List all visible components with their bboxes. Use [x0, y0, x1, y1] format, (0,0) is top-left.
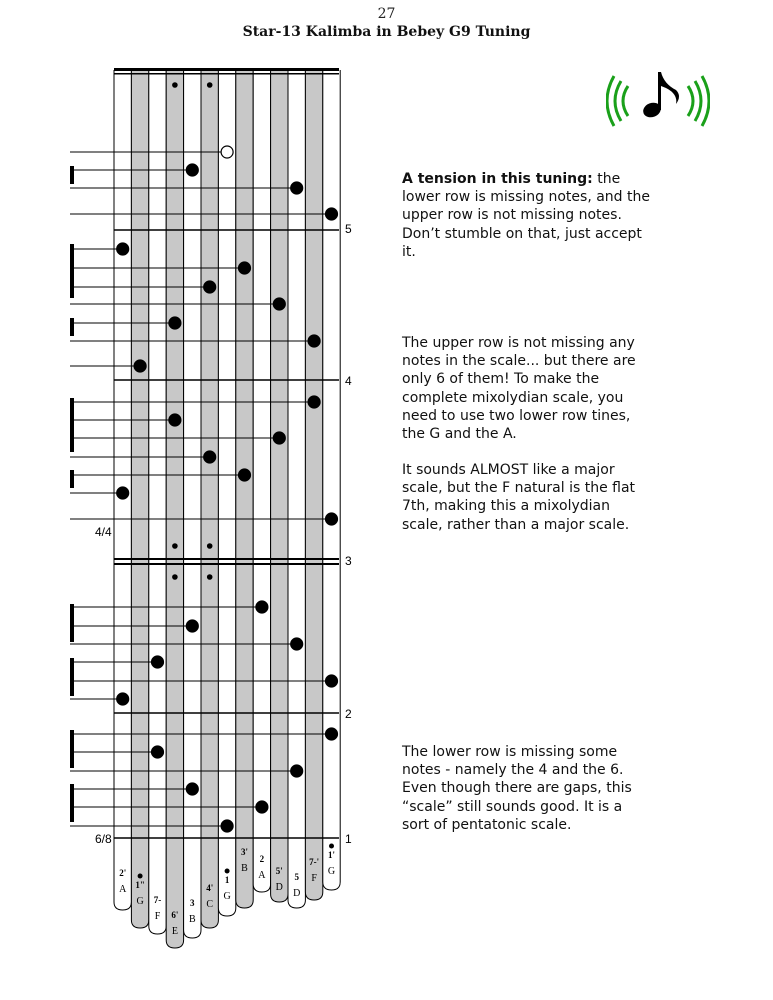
note: [273, 298, 285, 310]
note: [308, 335, 320, 347]
measure-dot: [172, 82, 178, 88]
tine-letter-label: F: [154, 911, 161, 922]
tine-number-label: 5: [294, 872, 299, 882]
measure-dot: [172, 543, 178, 549]
note: [204, 281, 216, 293]
time-signature-upper: 4/4: [95, 525, 112, 539]
measure-dot: [207, 574, 213, 580]
tension-note: [402, 170, 652, 261]
tine-number-label: 2': [119, 868, 127, 878]
beat-marker: [70, 398, 74, 452]
tine-letter-label: G: [136, 896, 144, 907]
note: [308, 396, 320, 408]
tine-4: [166, 70, 183, 948]
time-signature-lower: 6/8: [95, 832, 112, 846]
beat-marker: [70, 166, 74, 184]
note: [169, 414, 181, 426]
octave-dot: [329, 844, 334, 849]
tine-number-label: 3': [240, 847, 249, 857]
tine-number-label: 2: [259, 854, 265, 864]
measure-dot: [172, 574, 178, 580]
tine-5: [184, 70, 201, 938]
tine-10: [271, 70, 288, 902]
tine-number-label: 1": [135, 880, 145, 890]
measure-dot: [207, 82, 213, 88]
beat-marker: [70, 244, 74, 298]
sound-note-icon: [606, 66, 710, 136]
tension-heading: A tension in this tuning:: [402, 171, 593, 187]
tine-letter-label: D: [275, 882, 283, 893]
tine-3: [149, 70, 166, 934]
note: [326, 208, 338, 220]
page-number: 27: [377, 6, 396, 22]
note: [239, 262, 251, 274]
tine-7: [218, 70, 235, 916]
lower-row-note: The lower row is missing some notes - namely the 4 and the 6. Even though there are gaps, this “scale” still sounds good. It is a sort of pentatonic scale.: [402, 744, 632, 833]
measure-number: 5: [345, 222, 352, 236]
tine-letter-label: F: [311, 873, 317, 884]
note-hollow: [221, 146, 233, 158]
tine-number-label: 4': [206, 883, 214, 893]
tine-number-label: 3: [190, 898, 195, 908]
tine-letter-label: G: [327, 866, 336, 877]
upper-row-note: The upper row is not missing any notes in the scale... but there are only 6 of them! To make the complete mixolydian scale, you need to use two lower row tines, the G and the A.: [402, 335, 636, 443]
measure-number: 2: [345, 707, 352, 721]
note: [186, 164, 198, 176]
measure-dot: [207, 543, 213, 549]
note: [239, 469, 251, 481]
note: [186, 620, 198, 632]
note: [291, 182, 303, 194]
top-double-bar: [114, 68, 339, 71]
note: [291, 765, 303, 777]
tine-number-label: 7-: [153, 895, 162, 905]
tine-number-label: 5': [275, 866, 283, 876]
note: [152, 656, 164, 668]
tine-letter-label: B: [188, 914, 196, 925]
tine-number-label: 7-': [309, 857, 320, 867]
note: [291, 638, 303, 650]
note: [117, 487, 129, 499]
tine-number-label: 6': [171, 910, 179, 920]
note: [273, 432, 285, 444]
section-double-bar: [114, 563, 339, 565]
tine-number-label: 1': [327, 850, 336, 860]
note: [152, 746, 164, 758]
tine-9: [253, 70, 270, 892]
tine-11: [288, 70, 305, 908]
almost-major-note: It sounds ALMOST like a major scale, but the F natural is the flat 7th, making this a mixolydian scale, rather than a major scale.: [402, 462, 636, 533]
note: [326, 728, 338, 740]
tine-8: [236, 70, 253, 908]
tine-13: [323, 70, 340, 890]
beat-marker: [70, 604, 74, 642]
tine-letter-label: G: [223, 891, 231, 902]
tine-12: [305, 70, 322, 900]
tine-letter-label: B: [241, 863, 248, 874]
note: [256, 801, 268, 813]
tine-2: [131, 70, 148, 928]
note: [169, 317, 181, 329]
note: [117, 693, 129, 705]
note: [134, 360, 146, 372]
page-title: Star-13 Kalimba in Bebey G9 Tuning: [242, 24, 531, 40]
note: [186, 783, 198, 795]
note: [204, 451, 216, 463]
note: [326, 513, 338, 525]
note: [221, 820, 233, 832]
note: [117, 243, 129, 255]
tine-6: [201, 70, 218, 928]
note: [326, 675, 338, 687]
tine-letter-label: D: [293, 888, 301, 899]
top-double-bar: [114, 73, 339, 75]
tine-letter-label: A: [258, 870, 266, 881]
beat-marker: [70, 730, 74, 768]
section-double-bar: [114, 558, 339, 560]
note: [256, 601, 268, 613]
tine-number-label: 1: [224, 875, 230, 885]
measure-number: 3: [345, 554, 352, 568]
beat-marker: [70, 784, 74, 822]
measure-number: 1: [345, 832, 352, 846]
beat-marker: [70, 658, 74, 696]
tine-letter-label: A: [119, 884, 127, 895]
tension-body: the lower row is missing notes, and the upper row is not missing notes. Don’t stumble on that, just accept it.: [402, 171, 650, 260]
tine-letter-label: E: [171, 926, 178, 937]
octave-dot: [138, 874, 143, 879]
beat-marker: [70, 470, 74, 488]
measure-number: 4: [345, 374, 352, 388]
tine-letter-label: C: [206, 899, 214, 910]
beat-marker: [70, 318, 74, 336]
octave-dot: [225, 869, 230, 874]
